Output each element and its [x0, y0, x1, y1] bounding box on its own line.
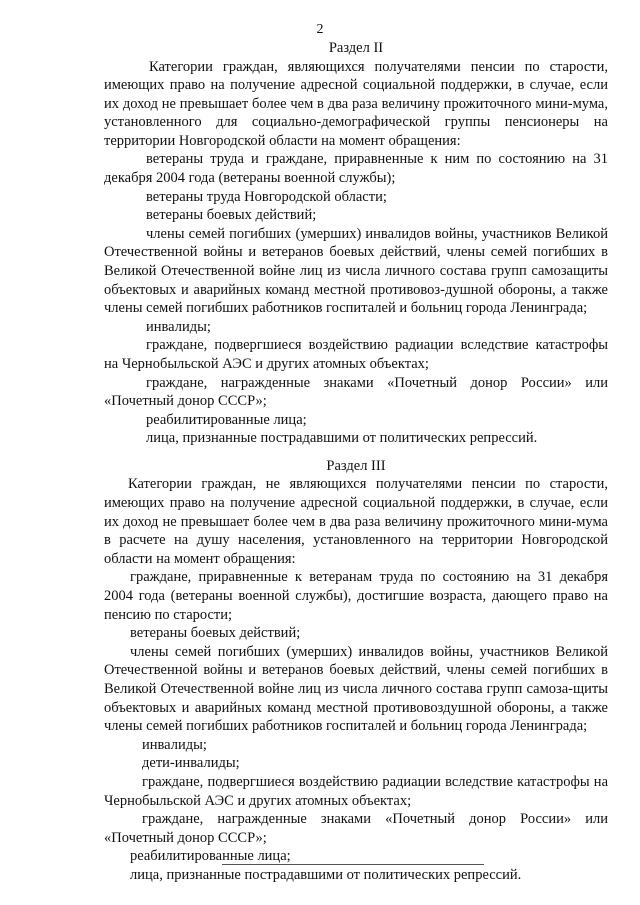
section-3-item: инвалиды;: [142, 736, 207, 753]
section-2-intro: Категории граждан, являющихся получателями пенсии по старости, имеющих право на получение адресной социальной поддержки, в случае, если их доход не превышает более чем в два раза величину прожиточного мини-мума, установленного для социально-демографической группы пенсионеры на территории Новгородской области на момент обращения:: [104, 58, 608, 149]
section-2-item: реабилитированные лица;: [146, 411, 307, 428]
section-3-item: члены семей погибших (умерших) инвалидов войны, участников Великой Отечественной войны и ветеранов боевых действий, члены семей погибших в Великой Отечественной войне лиц из числа личного состава групп самоза-щиты объектовых и аварийных команд местной противовоздушной обороны, а также члены семей погибших работников госпиталей и больниц города Ленинграда;: [104, 643, 608, 735]
section-2-item: ветераны боевых действий;: [146, 207, 317, 224]
section-3-item: граждане, подвергшиеся воздействию радиации вследствие катастрофы на Чернобыльской АЭС и других атомных объектах;: [104, 773, 608, 809]
document-body: [104, 39, 608, 894]
section-3: [104, 457, 608, 885]
section-3-title: Раздел III: [326, 457, 386, 474]
section-2-item: ветераны труда Новгородской области;: [146, 188, 387, 205]
section-2-item: граждане, подвергшиеся воздействию радиации вследствие катастрофы на Чернобыльской АЭС и других атомных объектах;: [104, 337, 608, 372]
page-number: 2: [316, 22, 324, 37]
section-3-item: дети-инвалиды;: [142, 755, 240, 772]
section-3-item: граждане, награжденные знаками «Почетный донор России» или «Почетный донор СССР»;: [104, 811, 608, 846]
section-2-item: члены семей погибших (умерших) инвалидов войны, участников Великой Отечественной войны и ветеранов боевых действий, члены семей погибших в Великой Отечественной войне лиц из числа личного состава групп самозащиты объектовых и аварийных команд местной противовоз-душной обороны, а также члены семей погибших работников госпиталей и больниц города Ленинграда;: [104, 225, 608, 317]
section-2-item: ветераны труда и граждане, приравненные к ним по состоянию на 31 декабря 2004 года (ветераны военной службы);: [104, 151, 608, 187]
footer-divider: [222, 864, 484, 865]
section-3-intro: Категории граждан, не являющихся получателями пенсии по старости, имеющих право на получение адресной социальной поддержки, в случае, если их доход не превышает более чем в два раза величину прожиточного мини-мума в расчете на душу населения, установленного на территории Новгородской области на момент обращения:: [104, 476, 608, 567]
section-2-item: лица, признанные пострадавшими от политических репрессий.: [146, 430, 538, 447]
section-2-item: инвалиды;: [146, 318, 211, 335]
section-3-item: ветераны боевых действий;: [130, 625, 301, 642]
section-3-item: лица, признанные пострадавшими от политических репрессий.: [130, 866, 522, 883]
section-3-item: реабилитированные лица;: [130, 848, 291, 865]
section-2: [104, 39, 608, 448]
section-2-item: граждане, награжденные знаками «Почетный донор России» или «Почетный донор СССР»;: [104, 374, 608, 410]
section-3-item: граждане, приравненные к ветеранам труда по состоянию на 31 декабря 2004 года (ветераны военной службы), достигшие возраста, дающего право на пенсию по старости;: [104, 569, 608, 623]
section-2-title: Раздел II: [328, 40, 384, 56]
